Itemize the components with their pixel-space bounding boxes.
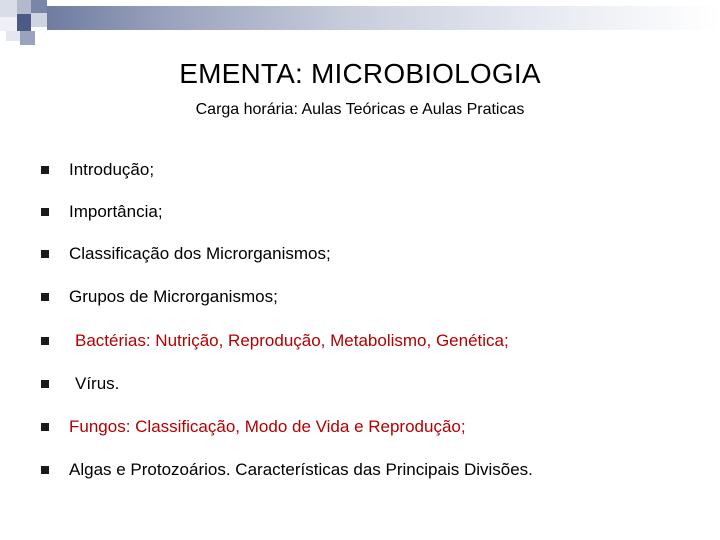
header-gradient-bar <box>47 6 720 30</box>
bullet-text: Introdução; <box>69 160 155 179</box>
bullet-text: Importância; <box>69 202 163 221</box>
square-bullet-icon <box>41 166 49 174</box>
bullet-text: Fungos: Classificação, Modo de Vida e Reprodução; <box>69 417 466 436</box>
square-bullet-icon <box>41 208 49 216</box>
bullet-text: Bactérias: Nutrição, Reprodução, Metabolismo, Genética; <box>75 331 509 350</box>
list-item <box>41 455 533 485</box>
decor-square <box>0 17 17 31</box>
bullet-text: Grupos de Microrganismos; <box>69 287 278 306</box>
decor-square <box>0 0 17 17</box>
bullet-text: Classificação dos Microrganismos; <box>69 244 331 263</box>
list-item <box>41 326 509 356</box>
slide-subtitle: Carga horária: Aulas Teóricas e Aulas Praticas <box>195 101 525 118</box>
decor-square <box>31 0 47 13</box>
square-bullet-icon <box>41 380 49 388</box>
decor-square <box>6 31 20 41</box>
list-item <box>41 155 154 185</box>
square-bullet-icon <box>41 337 49 345</box>
square-bullet-icon <box>41 250 49 258</box>
square-bullet-icon <box>41 293 49 301</box>
list-item <box>41 369 119 399</box>
decor-square <box>20 31 35 45</box>
list-item <box>41 239 331 269</box>
list-item <box>41 282 278 312</box>
list-item <box>41 412 466 442</box>
square-bullet-icon <box>41 466 49 474</box>
square-bullet-icon <box>41 423 49 431</box>
decor-square <box>17 14 31 31</box>
list-item <box>41 197 163 227</box>
decor-square <box>31 13 47 27</box>
decor-square <box>17 0 31 14</box>
slide-title: EMENTA: MICROBIOLOGIA <box>179 58 541 89</box>
bullet-text: Algas e Protozoários. Características das Principais Divisões. <box>69 460 533 479</box>
bullet-text: Vírus. <box>75 374 120 393</box>
